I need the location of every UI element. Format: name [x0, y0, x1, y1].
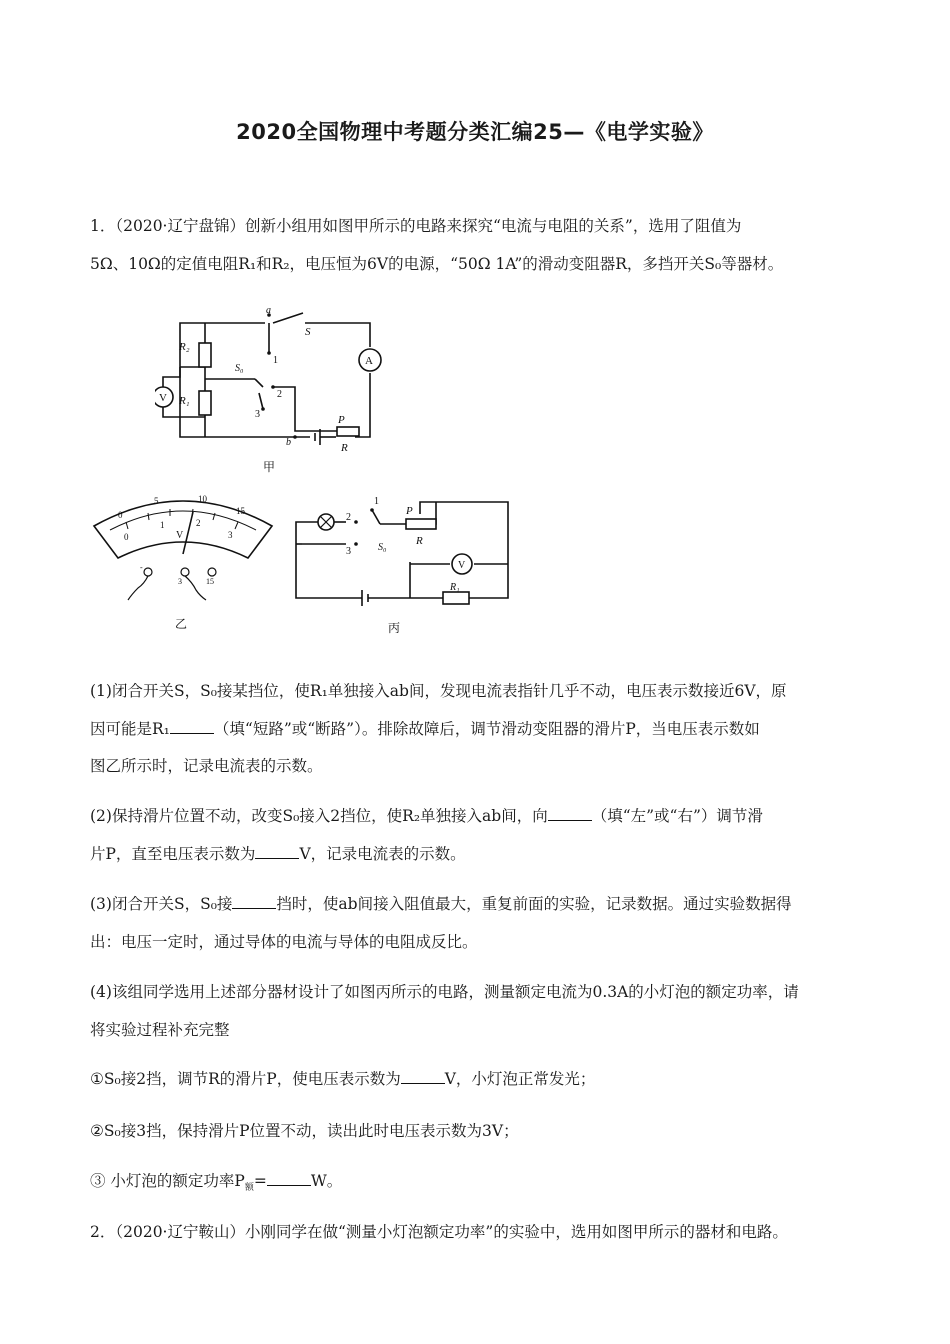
q1-part2-line1 [90, 805, 865, 827]
dial-tick-bottom-1: 1 [160, 520, 165, 530]
answer-blank-2 [548, 820, 592, 821]
answer-blank-1 [170, 733, 214, 734]
q1-part1-line3: 图乙所示时，记录电流表的示数。 [90, 757, 323, 775]
bing-rheostat-r-label: R [416, 535, 423, 547]
q1-part2-line2-post: V，记录电流表的示数。 [299, 845, 466, 863]
q1-step1 [90, 1068, 865, 1090]
dial-tick-top-15: 15 [236, 506, 245, 516]
q1-part4-line1: (4)该组同学选用上述部分器材设计了如图丙所示的电路，测量额定电流为0.3A的小灯泡的额定功率，请 [90, 983, 799, 1001]
q1-step1-post: V，小灯泡正常发光； [444, 1070, 596, 1088]
position-1-label: 1 [273, 355, 278, 366]
q1-step1-pre: ①S₀接2挡，调节R的滑片P，使电压表示数为 [90, 1070, 401, 1088]
q1-part1-line2-post: （填“短路”或“断路”）。排除故障后，调节滑动变阻器的滑片P，当电压表示数如 [213, 720, 760, 738]
dial-tick-bottom-2: 2 [196, 518, 201, 528]
q1-step3-pre: ③ 小灯泡的额定功率P [90, 1172, 245, 1190]
slider-p-label: P [338, 414, 345, 426]
q1-part3-line1 [90, 893, 865, 915]
bing-switch-s0-label: S₀ [378, 542, 387, 553]
q1-part1-line2 [90, 718, 865, 740]
node-a-label: a [266, 305, 271, 316]
q1-part3-line1-post: 挡时，使ab间接入阻值最大，重复前面的实验，记录数据。通过实验数据得 [276, 895, 792, 913]
answer-blank-6 [267, 1185, 311, 1186]
q1-step3-post: W。 [310, 1172, 343, 1190]
dial-tick-bottom-0: 0 [124, 532, 129, 542]
bing-voltmeter-label: V [458, 560, 466, 571]
answer-blank-5 [401, 1083, 445, 1084]
circuit-figure-jia [155, 305, 395, 487]
r2-label: R₂ [179, 341, 190, 353]
dial-tick-top-5: 5 [154, 496, 159, 506]
terminal-negative-label: - [140, 563, 143, 572]
q1-part2-line2 [90, 843, 865, 865]
r1-label: R₁ [179, 395, 190, 407]
terminal-15-label: 15 [206, 577, 214, 586]
page-title: 2020全国物理中考题分类汇编25—《电学实验》 [236, 120, 714, 144]
q1-intro-line1: 1．（2020·辽宁盘锦）创新小组用如图甲所示的电路来探究“电流与电阻的关系”，选用了阻值为 [90, 217, 742, 235]
q1-step3 [90, 1170, 865, 1199]
answer-blank-3 [255, 858, 299, 859]
answer-blank-4 [232, 908, 276, 909]
dial-tick-bottom-3: 3 [228, 530, 233, 540]
q1-part2-line1-post: （填“左”或“右”）调节滑 [591, 807, 763, 825]
q1-part3-line1-pre: (3)闭合开关S，S₀接 [90, 895, 233, 913]
q1-step3-eq: = [253, 1172, 267, 1190]
terminal-3-label: 3 [178, 577, 182, 586]
q1-part3-line2: 出：电压一定时，通过导体的电流与导体的电阻成反比。 [90, 933, 478, 951]
q1-part2-line1-pre: (2)保持滑片位置不动，改变S₀接入2挡位，使R₂单独接入ab间，向 [90, 807, 548, 825]
dial-unit-label: V [176, 530, 184, 541]
q1-part1-line2-pre: 因可能是R₁ [90, 720, 170, 738]
bing-position-2-label: 2 [346, 512, 351, 523]
voltmeter-dial-figure-yi [88, 488, 278, 642]
dial-tick-top-10: 10 [198, 494, 207, 504]
figure-caption-bing: 丙 [388, 621, 401, 635]
q2-intro-line1: 2．（2020·辽宁鞍山）小刚同学在做“测量小灯泡额定功率”的实验中，选用如图甲所示的器材和电路。 [90, 1223, 788, 1241]
figure-caption-jia: 甲 [263, 460, 276, 474]
switch-s-label: S [305, 326, 311, 338]
q1-part2-line2-pre: 片P，直至电压表示数为 [90, 845, 256, 863]
q1-step3-sub: 额 [244, 1183, 254, 1194]
switch-s0-label: S₀ [235, 363, 244, 374]
circuit-figure-bing [288, 492, 518, 646]
q1-step2: ②S₀接3挡，保持滑片P位置不动，读出此时电压表示数为3V； [90, 1122, 519, 1140]
q1-intro-line2: 5Ω、10Ω的定值电阻R₁和R₂，电压恒为6V的电源，“50Ω 1A”的滑动变阻器R，多挡开关S₀等器材。 [90, 255, 784, 273]
ammeter-label: A [365, 355, 373, 367]
q1-part4-line2: 将实验过程补充完整 [90, 1021, 230, 1039]
dial-tick-top-0: 0 [118, 510, 123, 520]
q1-part1-line1: (1)闭合开关S，S₀接某挡位，使R₁单独接入ab间，发现电流表指针几乎不动，电压表示数接近6V，原 [90, 682, 787, 700]
bing-position-1-label: 1 [374, 496, 379, 507]
bing-r1-label: R₁ [450, 582, 460, 593]
position-2-label: 2 [277, 389, 282, 400]
position-3-label: 3 [255, 409, 260, 420]
figure-caption-yi: 乙 [175, 617, 188, 631]
bing-slider-p-label: P [406, 505, 413, 517]
voltmeter-label: V [159, 392, 167, 404]
node-b-label: b [286, 437, 291, 448]
rheostat-r-label: R [341, 442, 348, 454]
bing-position-3-label: 3 [346, 546, 351, 557]
